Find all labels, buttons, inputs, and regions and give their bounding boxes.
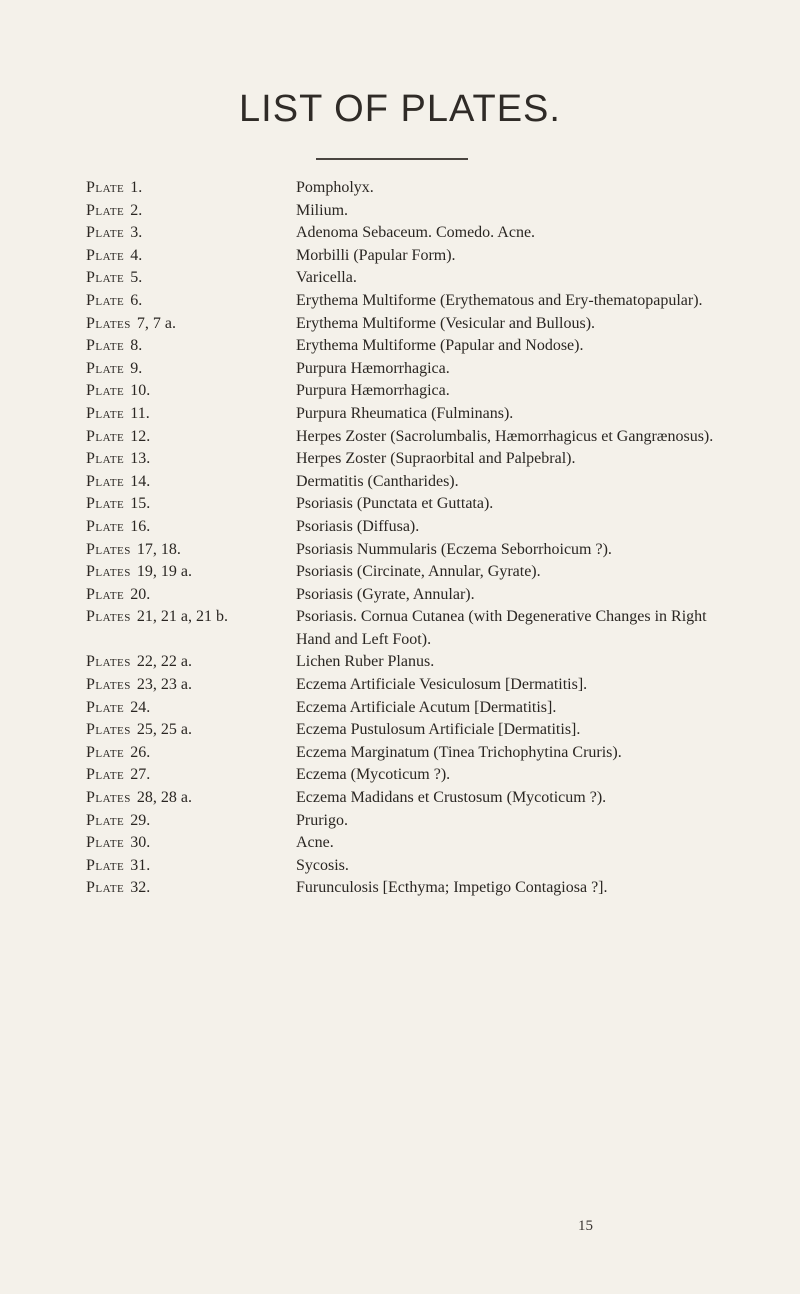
plate-entry (86, 493, 726, 516)
plate-description: Eczema Marginatum (Tinea Trichophytina Cruris). (296, 743, 622, 761)
plate-number: 27. (130, 766, 151, 784)
plate-number: 8. (130, 337, 143, 355)
plate-keyword: Plates (86, 563, 131, 581)
plate-number: 3. (130, 224, 143, 242)
plates-list (86, 177, 726, 900)
plate-entry (86, 697, 726, 720)
plate-description: Dermatitis (Cantharides). (296, 472, 459, 490)
plate-number: 10. (130, 382, 151, 400)
plate-entry (86, 539, 726, 562)
plate-label (86, 539, 296, 562)
plate-label (86, 222, 296, 245)
plate-keyword: Plate (86, 337, 125, 355)
plate-description: Acne. (296, 834, 334, 852)
plate-label (86, 380, 296, 403)
plate-entry (86, 177, 726, 200)
plate-description: Eczema Pustulosum Artificiale [Dermatitis]. (296, 721, 581, 739)
plate-entry (86, 742, 726, 765)
plate-number: 24. (130, 698, 151, 716)
plate-description: Erythema Multiforme (Papular and Nodose). (296, 337, 584, 355)
plate-description: Purpura Rheumatica (Fulminans). (296, 404, 514, 422)
plate-keyword: Plate (86, 291, 125, 309)
plate-keyword: Plate (86, 179, 125, 196)
plate-number: 21, 21 a, 21 b. (136, 608, 229, 626)
plate-description: Erythema Multiforme (Vesicular and Bullous). (296, 314, 596, 332)
plate-keyword: Plate (86, 450, 125, 468)
plate-label (86, 877, 296, 900)
plate-description: Eczema (Mycoticum ?). (296, 766, 451, 784)
plate-keyword: Plate (86, 427, 125, 445)
plate-description: Milium. (296, 201, 349, 219)
plate-label (86, 561, 296, 584)
plate-description: Pompholyx. (296, 179, 374, 196)
plate-keyword: Plate (86, 585, 125, 603)
plate-number: 16. (130, 517, 151, 535)
plate-label (86, 245, 296, 268)
plate-label (86, 651, 296, 674)
plate-number: 2. (130, 201, 143, 219)
plate-description: Purpura Hæmorrhagica. (296, 382, 450, 400)
plate-keyword: Plate (86, 879, 125, 897)
plate-description: Adenoma Sebaceum. Comedo. Acne. (296, 224, 536, 242)
plate-description: Purpura Hæmorrhagica. (296, 359, 450, 377)
plate-description: Eczema Madidans et Crustosum (Mycoticum ?). (296, 789, 607, 807)
plate-label (86, 606, 296, 651)
plate-entry (86, 290, 726, 313)
plate-label (86, 832, 296, 855)
plate-description: Herpes Zoster (Supraorbital and Palpebral). (296, 450, 576, 468)
plate-keyword: Plate (86, 743, 125, 761)
plate-label (86, 516, 296, 539)
plate-label (86, 810, 296, 833)
plate-number: 7, 7 a. (136, 314, 177, 332)
plate-description: Psoriasis. Cornua Cutanea (with Degenerative Changes in Right Hand and Left Foot). (296, 608, 707, 648)
plate-keyword: Plates (86, 789, 131, 807)
plate-entry (86, 651, 726, 674)
plate-entry (86, 764, 726, 787)
plate-number: 14. (130, 472, 151, 490)
plate-label (86, 471, 296, 494)
plate-keyword: Plate (86, 359, 125, 377)
plate-number: 11. (130, 404, 150, 422)
plate-label (86, 313, 296, 336)
plate-keyword: Plate (86, 269, 125, 287)
plate-label (86, 448, 296, 471)
plate-label (86, 719, 296, 742)
plate-description: Furunculosis [Ecthyma; Impetigo Contagiosa ?]. (296, 879, 608, 897)
plate-label (86, 403, 296, 426)
plate-entry (86, 380, 726, 403)
plate-label (86, 358, 296, 381)
page-title: LIST OF PLATES. (239, 88, 561, 130)
plate-number: 25, 25 a. (136, 721, 193, 739)
plate-keyword: Plate (86, 811, 125, 829)
plate-label (86, 290, 296, 313)
plate-keyword: Plate (86, 246, 125, 264)
plate-number: 9. (130, 359, 143, 377)
title-rule (316, 158, 468, 160)
plate-label (86, 787, 296, 810)
plate-entry (86, 222, 726, 245)
plate-keyword: Plates (86, 653, 131, 671)
plate-keyword: Plate (86, 472, 125, 490)
plate-description: Psoriasis (Circinate, Annular, Gyrate). (296, 563, 541, 581)
plate-keyword: Plate (86, 404, 125, 422)
plate-number: 1. (130, 179, 143, 196)
plate-label (86, 764, 296, 787)
plate-entry (86, 471, 726, 494)
plate-description: Psoriasis Nummularis (Eczema Seborrhoicum ?). (296, 540, 612, 558)
plate-label (86, 584, 296, 607)
plate-keyword: Plates (86, 314, 131, 332)
plate-number: 32. (130, 879, 151, 897)
plate-entry (86, 448, 726, 471)
plate-number: 20. (130, 585, 151, 603)
plate-entry (86, 245, 726, 268)
plate-label (86, 200, 296, 223)
plate-description: Psoriasis (Diffusa). (296, 517, 420, 535)
plate-label (86, 177, 296, 200)
plate-entry (86, 810, 726, 833)
plate-keyword: Plates (86, 540, 131, 558)
plate-label (86, 426, 296, 449)
plate-description: Lichen Ruber Planus. (296, 653, 435, 671)
plate-description: Prurigo. (296, 811, 348, 829)
plate-entry (86, 855, 726, 878)
plate-entry (86, 516, 726, 539)
plate-number: 30. (130, 834, 151, 852)
plate-entry (86, 267, 726, 290)
plate-keyword: Plates (86, 721, 131, 739)
plate-keyword: Plate (86, 382, 125, 400)
plate-number: 15. (130, 495, 151, 513)
plate-number: 26. (130, 743, 151, 761)
plate-number: 6. (130, 291, 143, 309)
plate-entry (86, 358, 726, 381)
plate-description: Morbilli (Papular Form). (296, 246, 456, 264)
plate-keyword: Plate (86, 224, 125, 242)
plate-label (86, 855, 296, 878)
plate-number: 4. (130, 246, 143, 264)
plate-entry (86, 719, 726, 742)
plate-label (86, 267, 296, 290)
plate-keyword: Plate (86, 201, 125, 219)
plate-keyword: Plate (86, 834, 125, 852)
plate-label (86, 674, 296, 697)
plate-description: Psoriasis (Punctata et Guttata). (296, 495, 494, 513)
plate-description: Psoriasis (Gyrate, Annular). (296, 585, 475, 603)
plate-label (86, 493, 296, 516)
plate-entry (86, 606, 726, 651)
plate-entry (86, 403, 726, 426)
plate-number: 17, 18. (136, 540, 181, 558)
plate-entry (86, 426, 726, 449)
plate-number: 13. (130, 450, 151, 468)
plate-description: Herpes Zoster (Sacrolumbalis, Hæmorrhagicus et Gangrænosus). (296, 427, 714, 445)
plate-entry (86, 832, 726, 855)
plate-number: 22, 22 a. (136, 653, 193, 671)
plate-description: Eczema Artificiale Acutum [Dermatitis]. (296, 698, 557, 716)
plate-entry (86, 584, 726, 607)
plate-entry (86, 561, 726, 584)
plate-number: 5. (130, 269, 143, 287)
plate-entry (86, 674, 726, 697)
plate-entry (86, 200, 726, 223)
plate-entry (86, 335, 726, 358)
plate-keyword: Plate (86, 856, 125, 874)
plate-keyword: Plate (86, 517, 125, 535)
plate-keyword: Plate (86, 766, 125, 784)
plate-label (86, 697, 296, 720)
plate-number: 12. (130, 427, 151, 445)
plate-keyword: Plate (86, 698, 125, 716)
plate-number: 28, 28 a. (136, 789, 193, 807)
plate-entry (86, 787, 726, 810)
plate-description: Eczema Artificiale Vesiculosum [Dermatitis]. (296, 676, 588, 694)
page-number: 15 (578, 1218, 593, 1234)
plate-label (86, 742, 296, 765)
plate-description: Varicella. (296, 269, 357, 287)
plate-number: 19, 19 a. (136, 563, 193, 581)
plate-description: Erythema Multiforme (Erythematous and Ery-thematopapular). (296, 291, 703, 309)
plate-label (86, 335, 296, 358)
plate-number: 23, 23 a. (136, 676, 193, 694)
plate-entry (86, 313, 726, 336)
plate-keyword: Plates (86, 676, 131, 694)
plate-description: Sycosis. (296, 856, 349, 874)
plate-entry (86, 877, 726, 900)
plate-number: 31. (130, 856, 151, 874)
plate-keyword: Plates (86, 608, 131, 626)
plate-keyword: Plate (86, 495, 125, 513)
plate-number: 29. (130, 811, 151, 829)
